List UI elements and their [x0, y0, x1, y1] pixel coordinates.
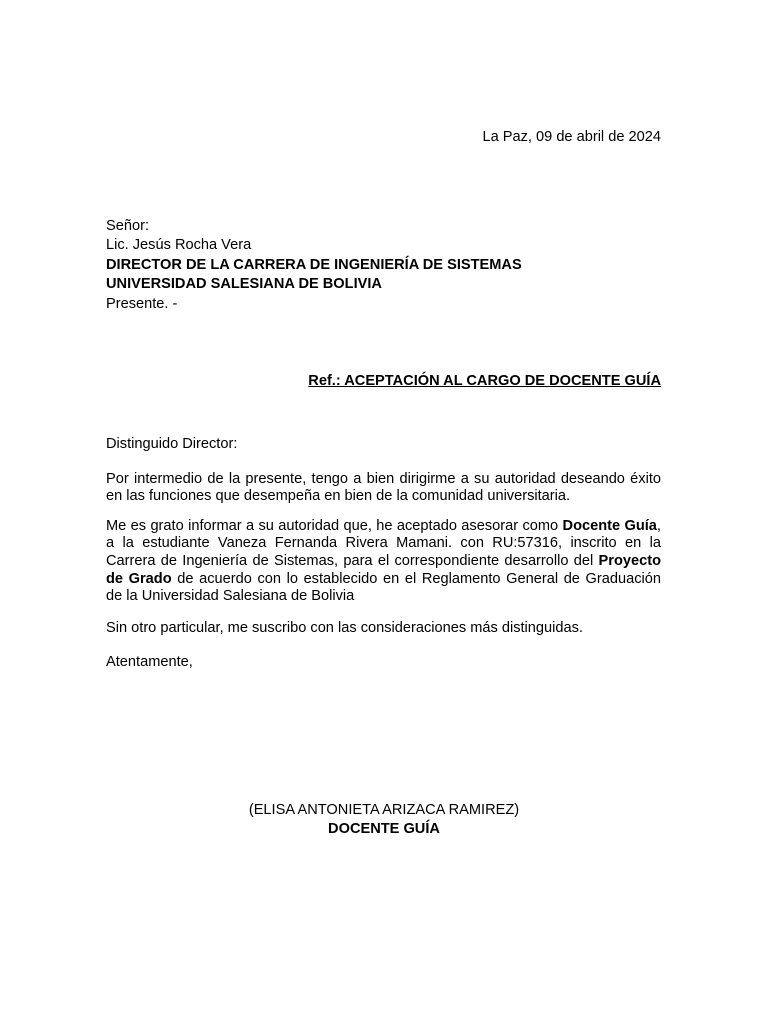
addressee-salutation: Señor: [106, 218, 149, 234]
paragraph-acceptance-bold-role: Docente Guía [562, 517, 657, 534]
letter-body [106, 436, 661, 672]
paragraph-acceptance-text-2: , a la estudiante Vaneza Fernanda Rivera Mamani. con RU:57316, inscrito en la Carrera de Ingeniería de Sistemas, para el correspondiente desarrollo del [106, 517, 661, 569]
paragraph-acceptance-text-1: Me es grato informar a su autoridad que, he aceptado asesorar como [106, 517, 563, 534]
signature-role: DOCENTE GUÍA [328, 821, 440, 837]
paragraph-intro: Por intermedio de la presente, tengo a bien dirigirme a su autoridad deseando éxito en las funciones que desempeña en bien de la comunidad universitaria. [106, 470, 661, 505]
signature-block [0, 801, 768, 839]
paragraph-acceptance-bold-project: Proyecto de Grado [106, 552, 661, 587]
paragraph-acceptance-text-3: de acuerdo con lo establecido en el Reglamento General de Graduación de la Universidad Salesiana de Bolivia [106, 570, 661, 605]
reference-line: Ref.: ACEPTACIÓN AL CARGO DE DOCENTE GUÍA [308, 373, 661, 389]
closing: Atentamente, [106, 654, 193, 671]
addressee-position: DIRECTOR DE LA CARRERA DE INGENIERÍA DE SISTEMAS [106, 256, 522, 273]
signature-name: (ELISA ANTONIETA ARIZACA RAMIREZ) [248, 802, 520, 818]
addressee-presente: Presente. - [106, 295, 178, 312]
paragraph-acceptance [106, 518, 661, 606]
letter-date: La Paz, 09 de abril de 2024 [482, 129, 661, 145]
paragraph-closing-remark: Sin otro particular, me suscribo con las consideraciones más distinguidas. [106, 619, 583, 636]
addressee-block [106, 217, 522, 314]
addressee-institution: UNIVERSIDAD SALESIANA DE BOLIVIA [106, 276, 382, 293]
addressee-name: Lic. Jesús Rocha Vera [106, 237, 252, 254]
greeting: Distinguido Director: [106, 436, 238, 452]
